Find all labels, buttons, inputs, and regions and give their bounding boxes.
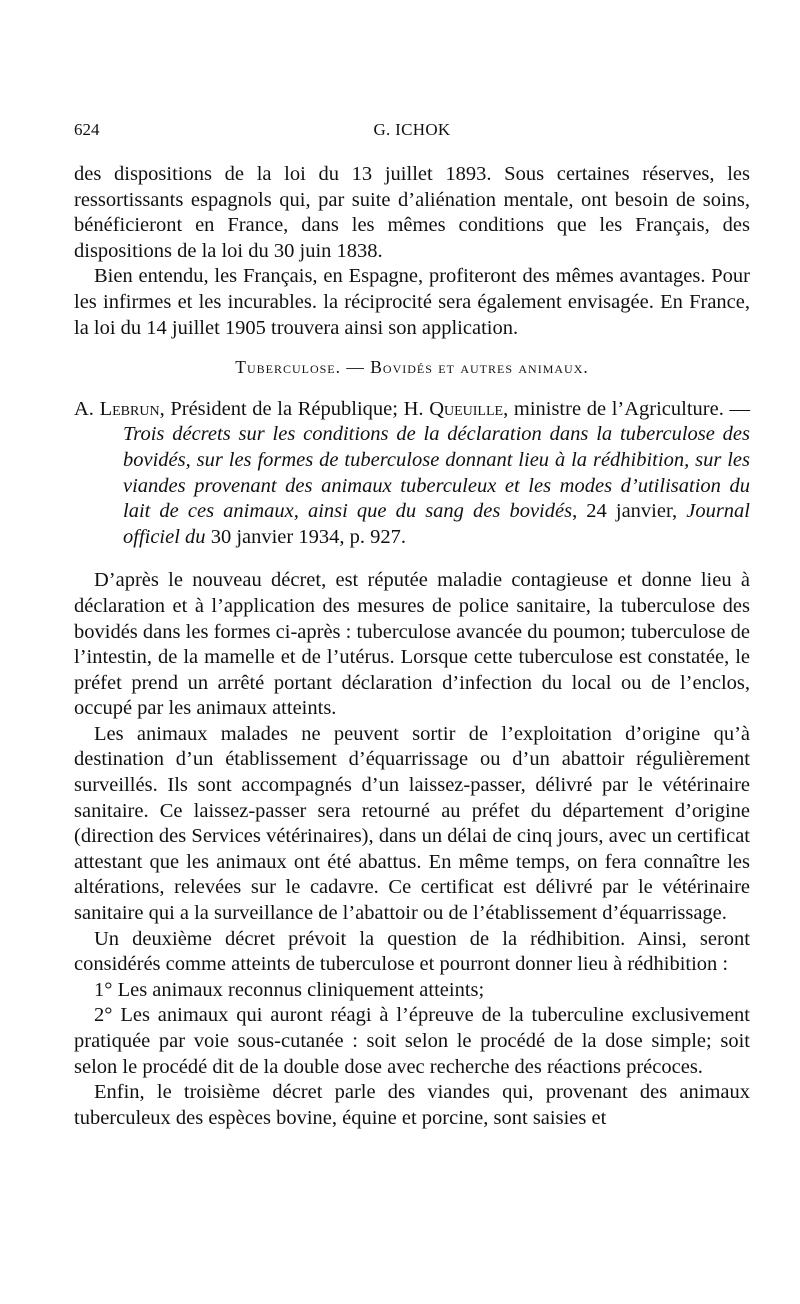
ref-journal: Journal officiel du: [123, 500, 750, 548]
section-title-part-b: Bovidés et autres animaux.: [370, 357, 589, 378]
section-title: [74, 355, 750, 381]
ref-author-1: Lebrun: [99, 397, 160, 420]
ref-title: Trois décrets sur les conditions de la déclaration dans la tuberculose des bovidés, sur les formes de tuberculose donnant lieu à la rédhibition, sur les viandes provenant des animaux tuberculeux et les modes d’utilisation du lait de ces animaux, ainsi que du sang des bovidés: [123, 423, 750, 523]
list-item-2: 2° Les animaux qui auront réagi à l’épreuve de la tuberculine exclusivement pratiquée par voie sous-cutanée : soit selon le procédé de la dose simple; soit selon le procédé dit de la double dose avec recherche des réactions précoces.: [74, 1004, 750, 1078]
paragraph-2: Bien entendu, les Français, en Espagne, profiteront des mêmes avantages. Pour les infirmes et les incurables. la réciprocité sera également envisagée. En France, la loi du 14 juillet 1905 trouvera ainsi son application.: [74, 265, 750, 339]
ref-pub-date: 30 janvier 1934, p. 927.: [210, 525, 406, 548]
ref-date: , 24 janvier,: [572, 500, 678, 523]
paragraph-4: Les animaux malades ne peuvent sortir de l’exploitation d’origine qu’à destination d’un établissement d’équarrissage ou d’un abattoir régulièrement surveillés. Ils sont accompagnés d’un laissez-passer, délivré par le vétérinaire sanitaire. Ce laissez-passer sera retourné au préfet du département d’origine (direction des Services vétérinaires), dans un délai de cinq jours, avec un certificat attestant que les animaux ont été abattus. En même temps, on fera connaître les altérations, relevées sur le cadavre. Ce certificat est délivré par le vétérinaire sanitaire qui a la surveillance de l’abattoir ou de l’établissement d’équarrissage.: [74, 722, 750, 925]
running-head: G. ICHOK: [373, 120, 451, 139]
section-title-dash: —: [346, 357, 365, 378]
ref-role-1: , Président de la République; H.: [159, 397, 424, 420]
ref-prefix: A.: [74, 397, 94, 420]
section-title-part-a: Tuberculose.: [235, 357, 341, 378]
paragraph-5: Un deuxième décret prévoit la question de la rédhibition. Ainsi, seront considérés comme atteints de tuberculose et pourront donner lieu à rédhibition :: [74, 927, 750, 976]
page-body: [74, 162, 750, 1131]
paragraph-3: D’après le nouveau décret, est réputée maladie contagieuse et donne lieu à déclaration et à l’application des mesures de police sanitaire, la tuberculose des bovidés dans les formes ci-après : tuberculose avancée du poumon; tuberculose de l’intestin, de la mamelle et de l’utérus. Lorsque cette tuberculose est constatée, le préfet prend un arrêté portant déclaration d’infection du local ou de l’enclos, occupé par les animaux atteints.: [74, 569, 750, 720]
paragraph-8: Enfin, le troisième décret parle des viandes qui, provenant des animaux tuberculeux des espèces bovine, équine et porcine, sont saisies et: [74, 1081, 750, 1129]
ref-role-2: , ministre de l’Agriculture. —: [503, 397, 750, 420]
paragraph-1: des dispositions de la loi du 13 juillet 1893. Sous certaines réserves, les ressortissants espagnols qui, par suite d’aliénation mentale, ont besoin de soins, bénéficieront en France, dans les mêmes conditions que les Français, des dispositions de la loi du 30 juin 1838.: [74, 163, 750, 262]
page-number: 624: [74, 120, 100, 139]
ref-author-2: Queuille: [429, 397, 504, 420]
list-item-1: 1° Les animaux reconnus cliniquement atteints;: [94, 978, 485, 1001]
bibliographic-reference: [74, 397, 750, 551]
page-header: [74, 120, 750, 144]
